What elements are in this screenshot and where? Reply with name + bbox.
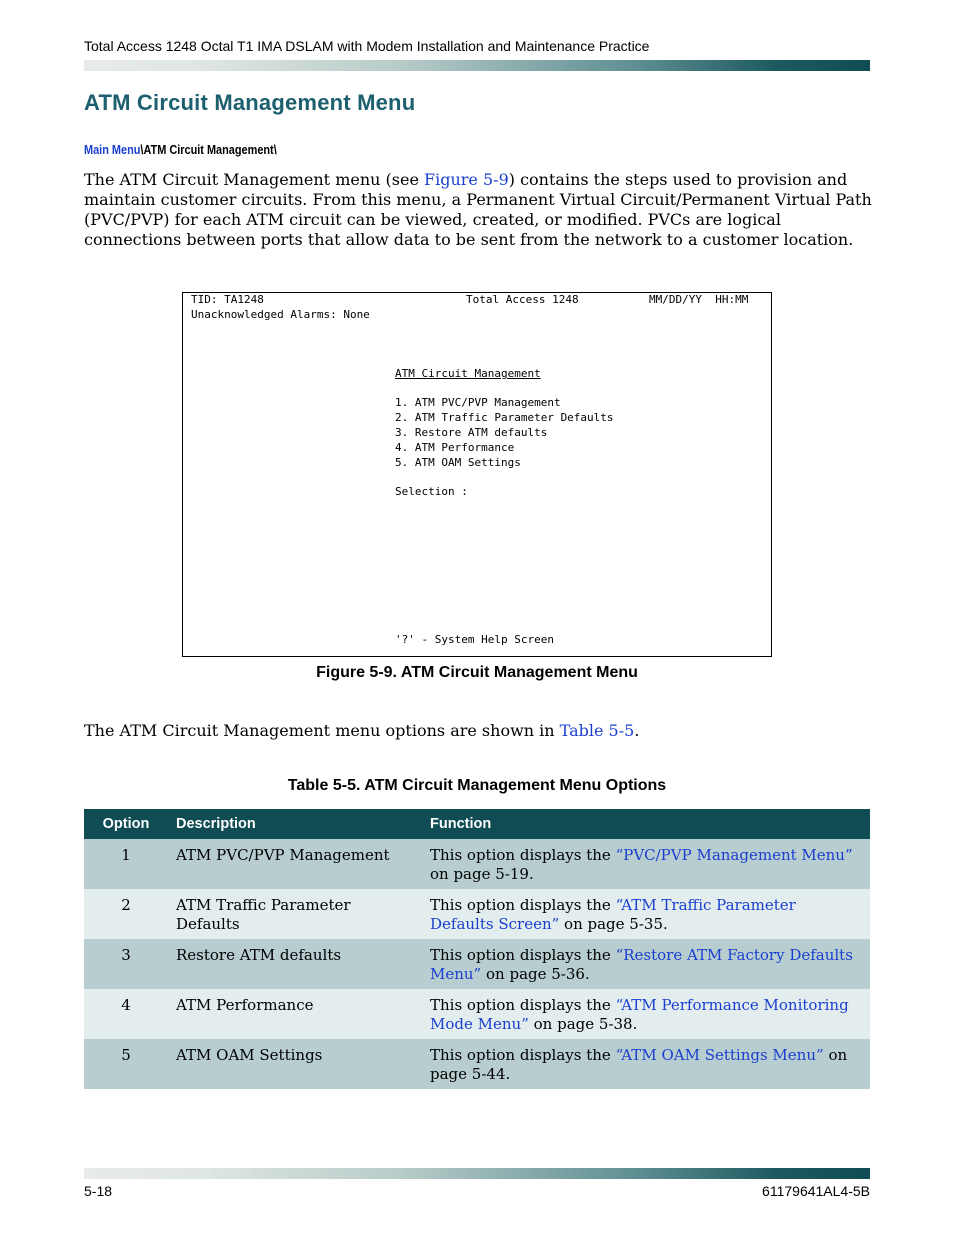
function-page-ref: on page 5-38. xyxy=(528,1015,638,1033)
option-cell: 1 xyxy=(84,839,168,889)
terminal-help-hint: '?' - System Help Screen xyxy=(395,633,554,646)
options-table xyxy=(84,809,870,1089)
table-caption: Table 5-5. ATM Circuit Management Menu Options xyxy=(287,777,667,794)
option-cell: 4 xyxy=(84,989,168,1039)
intro-paragraph xyxy=(84,170,874,250)
table-row xyxy=(84,989,870,1039)
document-number: 61179641AL4-5B xyxy=(762,1183,870,1199)
intro-text-end: ) contains the steps used to provision and maintain customer circuits. From this menu, a Permanent Virtual Circuit/Permanent Virtual Path (PVC/PVP) for each ATM circuit can be viewed, created, or modified. PVCs are logical connections between ports that allow data to be sent from the network to a customer location. xyxy=(84,170,872,249)
function-text: This option displays the xyxy=(430,1046,616,1064)
function-cell xyxy=(422,839,870,889)
function-text: This option displays the xyxy=(430,946,616,964)
terminal-selection-prompt[interactable]: Selection : xyxy=(395,485,468,498)
running-header: Total Access 1248 Octal T1 IMA DSLAM with Modem Installation and Maintenance Practice xyxy=(84,38,650,54)
option-cell: 5 xyxy=(84,1039,168,1089)
column-header-description: Description xyxy=(168,809,422,839)
breadcrumb xyxy=(84,142,277,157)
description-cell: ATM Traffic Parameter Defaults xyxy=(168,889,422,939)
description-cell: Restore ATM defaults xyxy=(168,939,422,989)
function-link[interactable]: “PVC/PVP Management Menu” xyxy=(615,846,853,864)
terminal-menu-item[interactable]: 3. Restore ATM defaults xyxy=(395,426,548,439)
function-cell xyxy=(422,939,870,989)
table-link[interactable]: Table 5-5 xyxy=(559,721,635,740)
footer-rule xyxy=(84,1168,870,1179)
terminal-menu-item[interactable]: 2. ATM Traffic Parameter Defaults xyxy=(395,411,614,424)
figure-link[interactable]: Figure 5-9 xyxy=(424,170,509,189)
function-page-ref: on page 5-35. xyxy=(559,915,668,933)
description-cell: ATM PVC/PVP Management xyxy=(168,839,422,889)
description-cell: ATM Performance xyxy=(168,989,422,1039)
function-link[interactable]: “Restore ATM Factory Defaults Menu” xyxy=(430,946,853,983)
function-link[interactable]: “ATM Traffic Parameter Defaults Screen” xyxy=(430,896,796,933)
table-row xyxy=(84,839,870,889)
description-cell: ATM OAM Settings xyxy=(168,1039,422,1089)
terminal-menu-item[interactable]: 4. ATM Performance xyxy=(395,441,515,454)
breadcrumb-link-main-menu[interactable]: Main Menu xyxy=(84,142,141,157)
terminal-menu-item[interactable]: 5. ATM OAM Settings xyxy=(395,456,521,469)
intro-text-start: The ATM Circuit Management menu (see xyxy=(84,170,425,189)
section-title: ATM Circuit Management Menu xyxy=(84,90,416,115)
table-intro-paragraph xyxy=(84,721,874,741)
function-text: This option displays the xyxy=(430,996,616,1014)
function-cell xyxy=(422,1039,870,1089)
breadcrumb-rest: \ATM Circuit Management\ xyxy=(140,142,277,157)
table-row xyxy=(84,889,870,939)
table-intro-text-end: . xyxy=(634,721,640,740)
column-header-option: Option xyxy=(84,809,168,839)
function-page-ref: on page 5-19. xyxy=(430,865,534,883)
option-cell: 2 xyxy=(84,889,168,939)
function-cell xyxy=(422,889,870,939)
figure-caption: Figure 5-9. ATM Circuit Management Menu xyxy=(316,664,638,681)
terminal-datetime: MM/DD/YY HH:MM xyxy=(649,293,749,306)
function-text: This option displays the xyxy=(430,846,616,864)
header-rule xyxy=(84,60,870,71)
page-number: 5-18 xyxy=(84,1183,113,1199)
table-row xyxy=(84,1039,870,1089)
table-row xyxy=(84,939,870,989)
table-intro-text-start: The ATM Circuit Management menu options are shown in xyxy=(84,721,560,740)
function-text: This option displays the xyxy=(430,896,616,914)
function-page-ref: on page 5-36. xyxy=(481,965,590,983)
function-cell xyxy=(422,989,870,1039)
terminal-menu-title: ATM Circuit Management xyxy=(395,367,541,380)
option-cell: 3 xyxy=(84,939,168,989)
function-link[interactable]: “ATM OAM Settings Menu” xyxy=(615,1046,824,1064)
terminal-menu-item[interactable]: 1. ATM PVC/PVP Management xyxy=(395,396,561,409)
table-header-row xyxy=(84,809,870,839)
terminal-screen xyxy=(182,292,772,657)
terminal-alarms: Unacknowledged Alarms: None xyxy=(191,308,370,321)
terminal-tid: TID: TA1248 xyxy=(191,293,264,306)
column-header-function: Function xyxy=(422,809,870,839)
terminal-system-name: Total Access 1248 xyxy=(466,293,579,306)
function-link[interactable]: “ATM Performance Monitoring Mode Menu” xyxy=(430,996,849,1033)
function-page-ref: on page 5-44. xyxy=(430,1046,848,1083)
